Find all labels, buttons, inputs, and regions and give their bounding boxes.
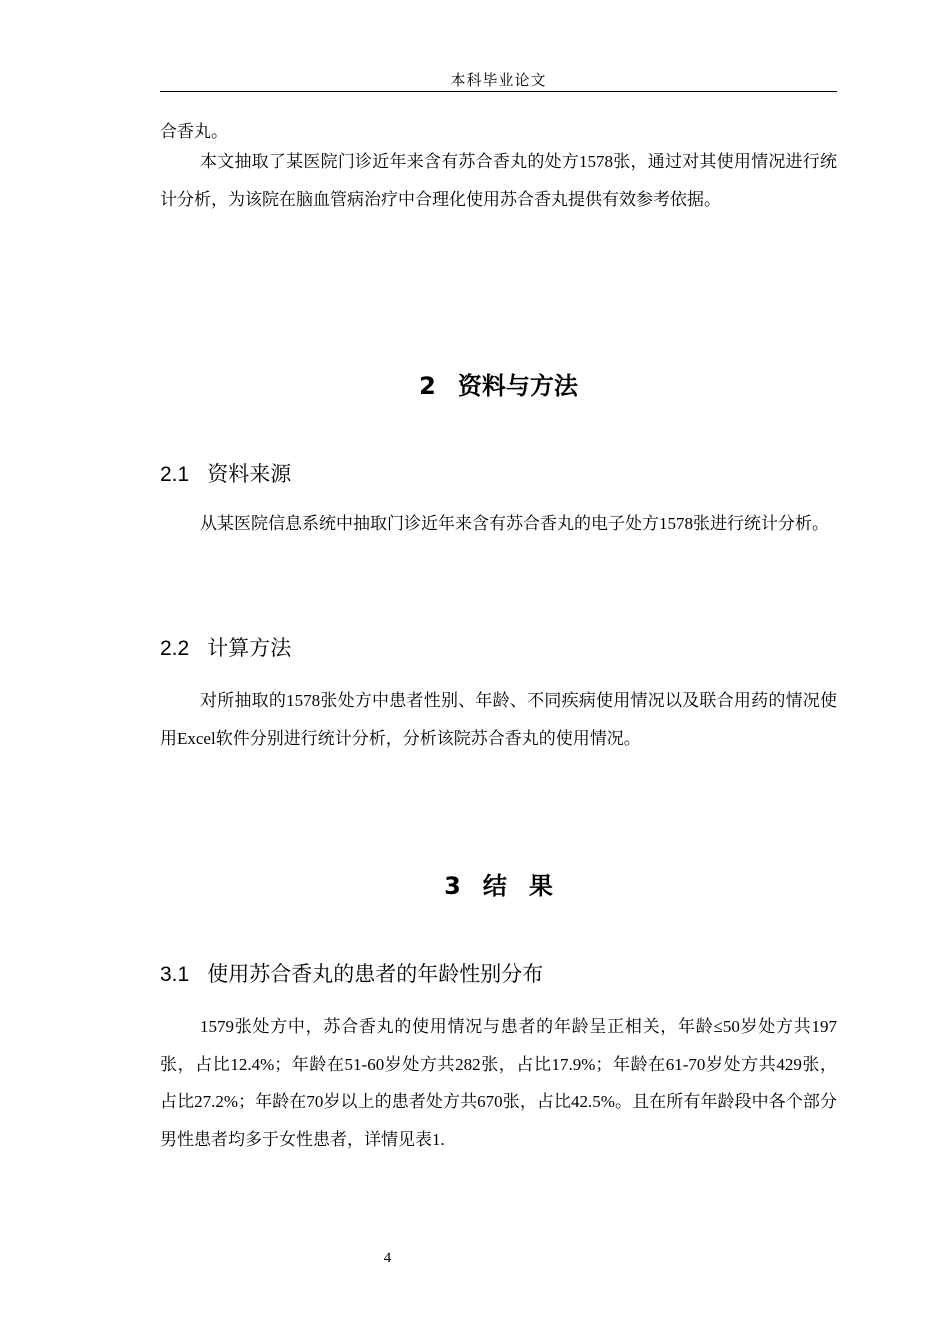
section-number: 2.1 (160, 463, 190, 486)
header-divider (160, 91, 837, 92)
paragraph-intro: 本文抽取了某医院门诊近年来含有苏合香丸的处方1578张，通过对其使用情况进行统计分析，为该院在脑血管病治疗中合理化使用苏合香丸提供有效参考依据。 (160, 152, 837, 209)
section-number: 3.1 (160, 963, 190, 986)
chapter-number: 2 (419, 372, 436, 400)
section-title: 计算方法 (207, 636, 292, 660)
running-header: 本科毕业论文 (450, 71, 547, 89)
chapter-number: 3 (444, 872, 461, 900)
section-heading-2-1 (160, 458, 837, 488)
section-number: 2.2 (160, 637, 190, 660)
section-title: 使用苏合香丸的患者的年龄性别分布 (207, 962, 544, 986)
paragraph-age-gender: 1579张处方中，苏合香丸的使用情况与患者的年龄呈正相关，年龄≤50岁处方共197张，占比12.4%；年龄在51-60岁处方共282张，占比17.9%；年龄在61-70岁处方共429张，占比27.2%；年龄在70岁以上的患者处方共670张，占比42.5%。且在所有年龄段中各个部分男性患者均多于女性患者，详情见表1. (160, 1017, 837, 1149)
paragraph-continuation: 合香丸。 (160, 122, 228, 141)
section-heading-3-1 (160, 958, 837, 988)
chapter-heading-2 (160, 366, 837, 401)
page-number: 4 (383, 1250, 392, 1266)
chapter-title: 结果 (482, 872, 575, 900)
section-heading-2-2 (160, 632, 837, 662)
chapter-title: 资料与方法 (457, 372, 578, 400)
paragraph-data-source: 从某医院信息系统中抽取门诊近年来含有苏合香丸的电子处方1578张进行统计分析。 (200, 514, 829, 533)
section-title: 资料来源 (207, 462, 292, 486)
chapter-heading-3 (160, 866, 837, 901)
paragraph-method: 对所抽取的1578张处方中患者性别、年龄、不同疾病使用情况以及联合用药的情况使用Excel软件分别进行统计分析，分析该院苏合香丸的使用情况。 (160, 691, 837, 748)
